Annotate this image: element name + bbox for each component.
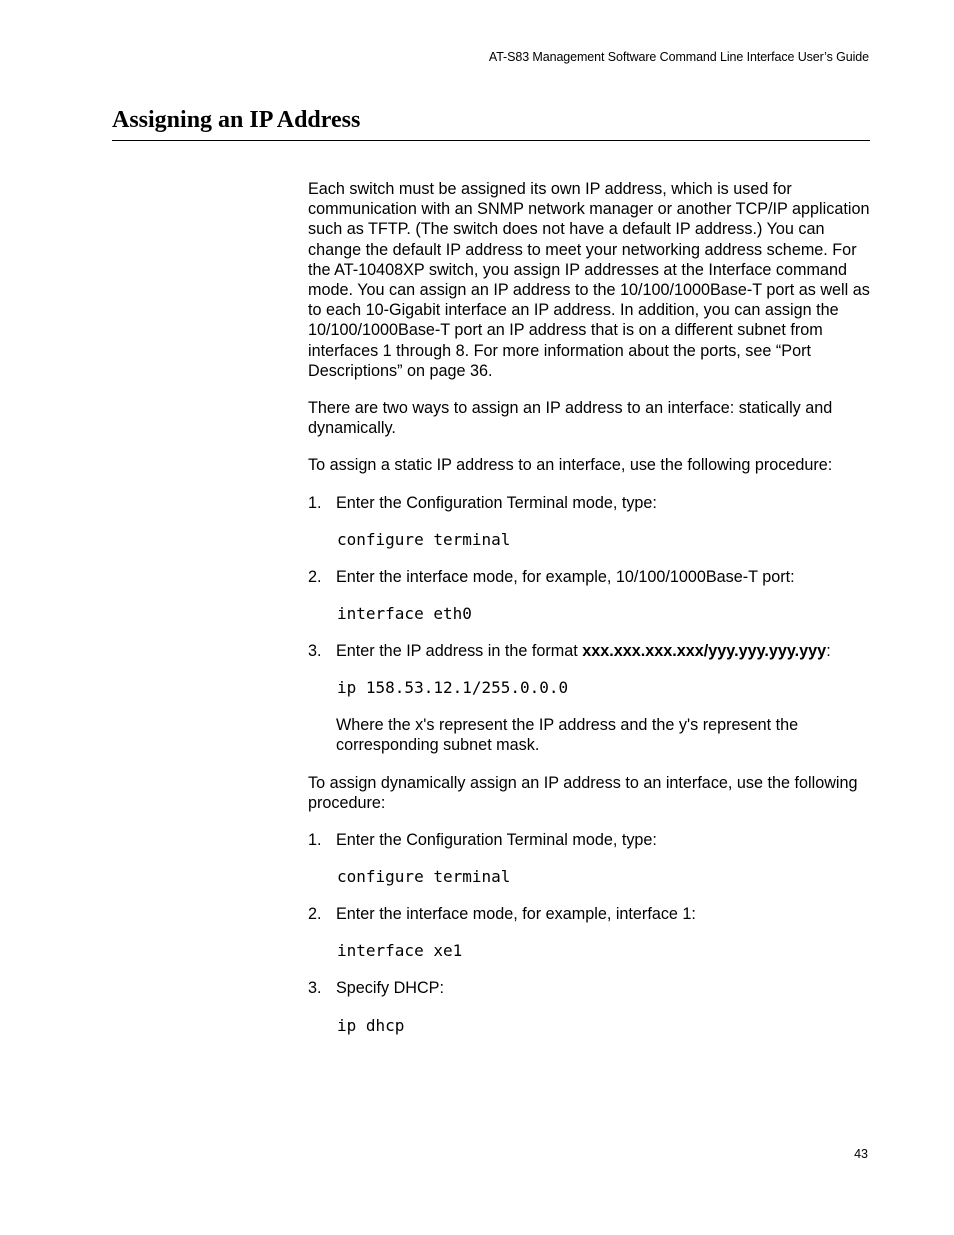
step-number: 3. [308, 642, 322, 661]
step-number: 1. [308, 493, 322, 512]
step-number: 1. [308, 831, 322, 850]
step-number: 3. [308, 979, 322, 998]
code-line: configure terminal [337, 867, 511, 887]
step-text: Enter the interface mode, for example, interface 1: [336, 905, 696, 924]
section-title: Assigning an IP Address [112, 107, 361, 133]
dynamic-step-3 [308, 978, 873, 998]
ways-paragraph: There are two ways to assign an IP address to an interface: statically and dynamically. [308, 399, 833, 438]
dynamic-step-2 [308, 904, 873, 924]
dynamic-procedure-lead: To assign dynamically assign an IP address to an interface, use the following procedure: [308, 773, 858, 812]
code-line: interface eth0 [337, 604, 472, 624]
running-header: AT-S83 Management Software Command Line Interface User’s Guide [488, 50, 869, 64]
step-text: Enter the Configuration Terminal mode, type: [336, 831, 657, 850]
code-line: interface xe1 [337, 941, 463, 961]
step-text: Enter the IP address in the format [336, 642, 583, 661]
step-text-suffix: : [826, 642, 831, 661]
static-step-2 [308, 567, 873, 587]
static-procedure-lead: To assign a static IP address to an interface, use the following procedure: [308, 456, 833, 475]
step-number: 2. [308, 905, 322, 924]
step-number: 2. [308, 567, 322, 586]
code-line: configure terminal [337, 529, 511, 549]
static-step-1 [308, 493, 873, 513]
page-number: 43 [854, 1147, 868, 1161]
step-note: Where the x's represent the IP address and the y's represent the corresponding subnet mask. [336, 716, 799, 755]
static-step-3 [308, 641, 873, 661]
body-column [308, 179, 873, 1053]
intro-paragraph: Each switch must be assigned its own IP address, which is used for communication with an SNMP network manager or another TCP/IP application such as TFTP. (The switch does not have a default IP address.) You can change the default IP address to meet your networking address scheme. For the AT-10408XP switch, you assign IP addresses at the Interface command mode. You can assign an IP address to the 10/100/1000Base-T port as well as to each 10-Gigabit interface an IP address. In addition, you can assign the 10/100/1000Base-T port an IP address that is on a different subnet from interfaces 1 through 8. For more information about the ports, see “Port Descriptions” on page 36. [308, 180, 870, 380]
code-line: ip dhcp [337, 1015, 405, 1035]
step-text: Specify DHCP: [336, 979, 444, 998]
step-text: Enter the interface mode, for example, 10/100/1000Base-T port: [336, 567, 795, 586]
title-rule [112, 140, 870, 141]
step-text: Enter the Configuration Terminal mode, type: [336, 493, 657, 512]
ip-format: xxx.xxx.xxx.xxx/yyy.yyy.yyy.yyy [582, 642, 827, 661]
dynamic-step-1 [308, 830, 873, 850]
code-line: ip 158.53.12.1/255.0.0.0 [337, 678, 569, 698]
